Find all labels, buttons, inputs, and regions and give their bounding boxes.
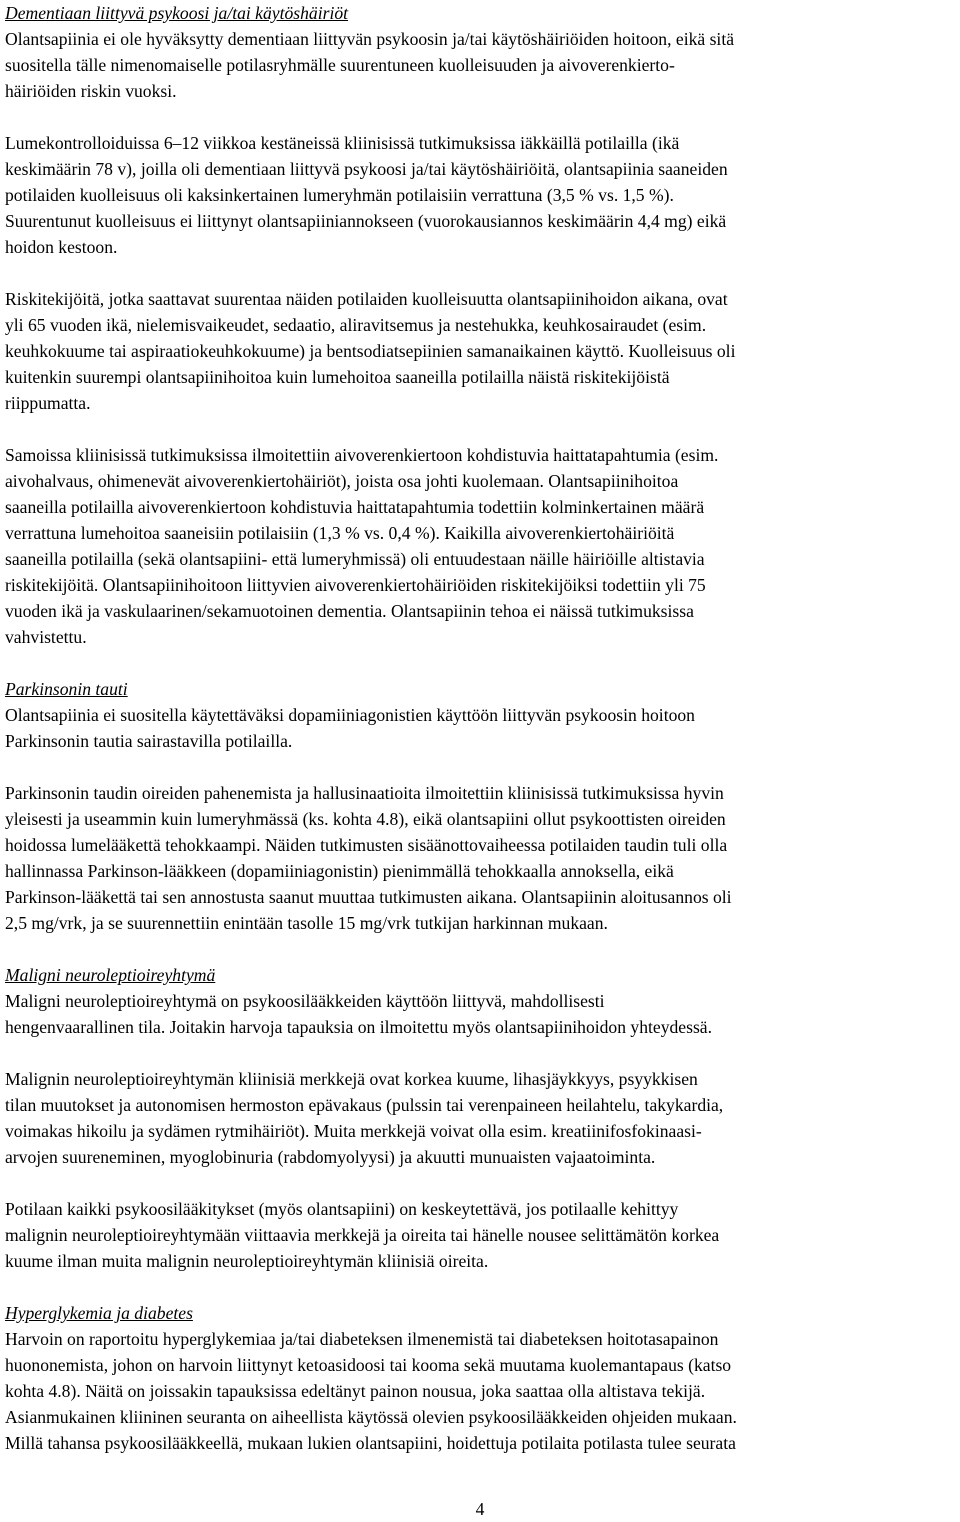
paragraph-parkinson-2: Parkinsonin taudin oireiden pahenemista ja hallusinaatioita ilmoitettiin kliinisissä tutkimuksissa hyvin yleisesti ja useammin kuin lumeryhmässä (ks. kohta 4.8), eikä olantsapiini ollut psykoottisten oireiden hoidossa lumelääkettä tehokkaampi. Näiden tutkimusten sisäänottovaiheessa potilaiden taudin tuli olla hallinnassa Parkinson-lääkkeen (dopamiiniagonistin) pienimmällä tehokkaalla annoksella, eikä Parkinson-lääkettä tai sen annostusta saanut muuttaa tutkimusten aikana. Olantsapiinin aloitusannos oli 2,5 mg/vrk, ja se suurennettiin enintään tasolle 15 mg/vrk tutkijan harkinnan mukaan. xyxy=(5,783,732,933)
paragraph-dementia-2: Lumekontrolloiduissa 6–12 viikkoa kestäneissä kliinisissä tutkimuksissa iäkkäillä potilailla (ikä keskimäärin 78 v), joilla oli dementiaan liittyvä psykoosi ja/tai käytöshäiriöitä, olantsapiinia saaneiden potilaiden kuolleisuus oli kaksinkertainen lumeryhmän potilaisiin verrattuna (3,5 % vs. 1,5 %). Suurentunut kuolleisuus ei liittynyt olantsapiiniannokseen (vuorokausiannos keskimäärin 4,4 mg) eikä hoidon kestoon. xyxy=(5,133,728,257)
paragraph-nms-1: Maligni neuroleptioireyhtymä on psykoosilääkkeiden käyttöön liittyvä, mahdollisesti hengenvaarallinen tila. Joitakin harvoja tapauksia on ilmoitettu myös olantsapiinihoidon yhteydessä. xyxy=(5,991,713,1037)
page-number: 4 xyxy=(475,1499,485,1519)
paragraph-dementia-4: Samoissa kliinisissä tutkimuksissa ilmoitettiin aivoverenkiertoon kohdistuvia haittatapahtumia (esim. aivohalvaus, ohimenevät aivoverenkiertohäiriöt), joista osa johti kuolemaan. Olantsapiinihoitoa saaneilla potilailla aivoverenkiertoon kohdistuvia haittatapahtumia todettiin kolminkertainen määrä verrattuna lumehoitoa saaneisiin potilaisiin (1,3 % vs. 0,4 %). Kaikilla aivoverenkiertohäiriöitä saaneilla potilailla (sekä olantsapiini- että lumeryhmissä) oli entuudestaan näille häiriöille altistavia riskitekijöitä. Olantsapiinihoitoon liittyvien aivoverenkiertohäiriöiden riskitekijöiksi todettiin yli 75 vuoden ikä ja vaskulaarinen/sekamuotoinen dementia. Olantsapiinin tehoa ei näissä tutkimuksissa vahvistettu. xyxy=(5,445,719,647)
heading-parkinson: Parkinsonin tauti xyxy=(5,679,128,699)
paragraph-nms-2: Malignin neuroleptioireyhtymän kliinisiä merkkejä ovat korkea kuume, lihasjäykkyys, psyykkisen tilan muutokset ja autonomisen hermoston epävakaus (pulssin tai verenpaineen heilahtelu, takykardia, voimakas hikoilu ja sydämen rytmihäiriöt). Muita merkkejä voivat olla esim. kreatiinifosfokinaasi- arvojen suureneminen, myoglobinuria (rabdomyolyysi) ja akuutti munuaisten vajaatoiminta. xyxy=(5,1069,724,1167)
paragraph-dementia-3: Riskitekijöitä, jotka saattavat suurentaa näiden potilaiden kuolleisuutta olantsapiinihoidon aikana, ovat yli 65 vuoden ikä, nielemisvaikeudet, sedaatio, aliravitsemus ja nestehukka, keuhkosairaudet (esim. keuhkokuume tai aspiraatiokeuhkokuume) ja bentsodiatsepiinien samanaikainen käyttö. Kuolleisuus oli kuitenkin suurempi olantsapiinihoitoa kuin lumehoitoa saaneilla potilailla näistä riskitekijöistä riippumatta. xyxy=(5,289,736,413)
heading-hyperglycemia: Hyperglykemia ja diabetes xyxy=(5,1303,193,1323)
paragraph-nms-3: Potilaan kaikki psykoosilääkitykset (myös olantsapiini) on keskeytettävä, jos potilaalle kehittyy malignin neuroleptioireyhtymään viittaavia merkkejä ja oireita tai hänelle nousee selittämätön korkea kuume ilman muita malignin neuroleptioireyhtymän kliinisiä oireita. xyxy=(5,1199,720,1271)
paragraph-parkinson-1: Olantsapiinia ei suositella käytettäväksi dopamiiniagonistien käyttöön liittyvän psykoosin hoitoon Parkinsonin tautia sairastavilla potilailla. xyxy=(5,705,695,751)
heading-dementia: Dementiaan liittyvä psykoosi ja/tai käytöshäiriöt xyxy=(5,3,349,23)
paragraph-hyperglycemia-1: Harvoin on raportoitu hyperglykemiaa ja/tai diabeteksen ilmenemistä tai diabeteksen hoitotasapainon huononemista, johon on harvoin liittynyt ketoasidoosi tai kooma sekä muutama kuolemantapaus (katso kohta 4.8). Näitä on joissakin tapauksissa edeltänyt painon nousua, joka saattaa olla altistava tekijä. Asianmukainen kliininen seuranta on aiheellista käytössä olevien psykoosilääkkeiden ohjeiden mukaan. Millä tahansa psykoosilääkkeellä, mukaan lukien olantsapiini, hoidettuja potilaita potilasta tulee seurata xyxy=(5,1329,737,1453)
paragraph-dementia-1: Olantsapiinia ei ole hyväksytty dementiaan liittyvän psykoosin ja/tai käytöshäiriöiden hoitoon, eikä sitä suositella tälle nimenomaiselle potilasryhmälle suurentuneen kuolleisuuden ja aivoverenkierto- häiriöiden riskin vuoksi. xyxy=(5,29,735,101)
document-page xyxy=(5,0,955,1456)
heading-nms: Maligni neuroleptioireyhtymä xyxy=(5,965,216,985)
